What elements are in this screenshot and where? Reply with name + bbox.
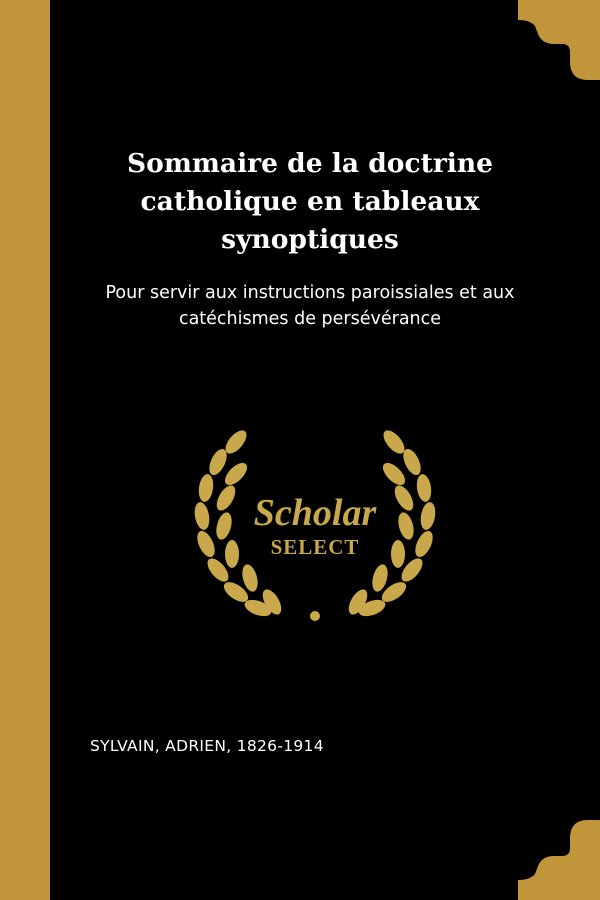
logo-text-select: SELECT bbox=[270, 535, 360, 559]
book-title: Sommaire de la doctrine catholique en tableaux synoptiques bbox=[127, 148, 493, 255]
scholar-select-logo bbox=[180, 430, 450, 630]
corner-ornament-bottom-icon bbox=[518, 820, 600, 900]
logo-text-scholar: Scholar bbox=[253, 492, 377, 534]
gold-spine-bar bbox=[0, 0, 50, 900]
book-author: SYLVAIN, ADRIEN, 1826-1914 bbox=[90, 737, 324, 755]
corner-ornament-top-icon bbox=[518, 0, 600, 80]
book-subtitle: Pour servir aux instructions paroissiales et aux catéchismes de persévérance bbox=[105, 283, 515, 329]
